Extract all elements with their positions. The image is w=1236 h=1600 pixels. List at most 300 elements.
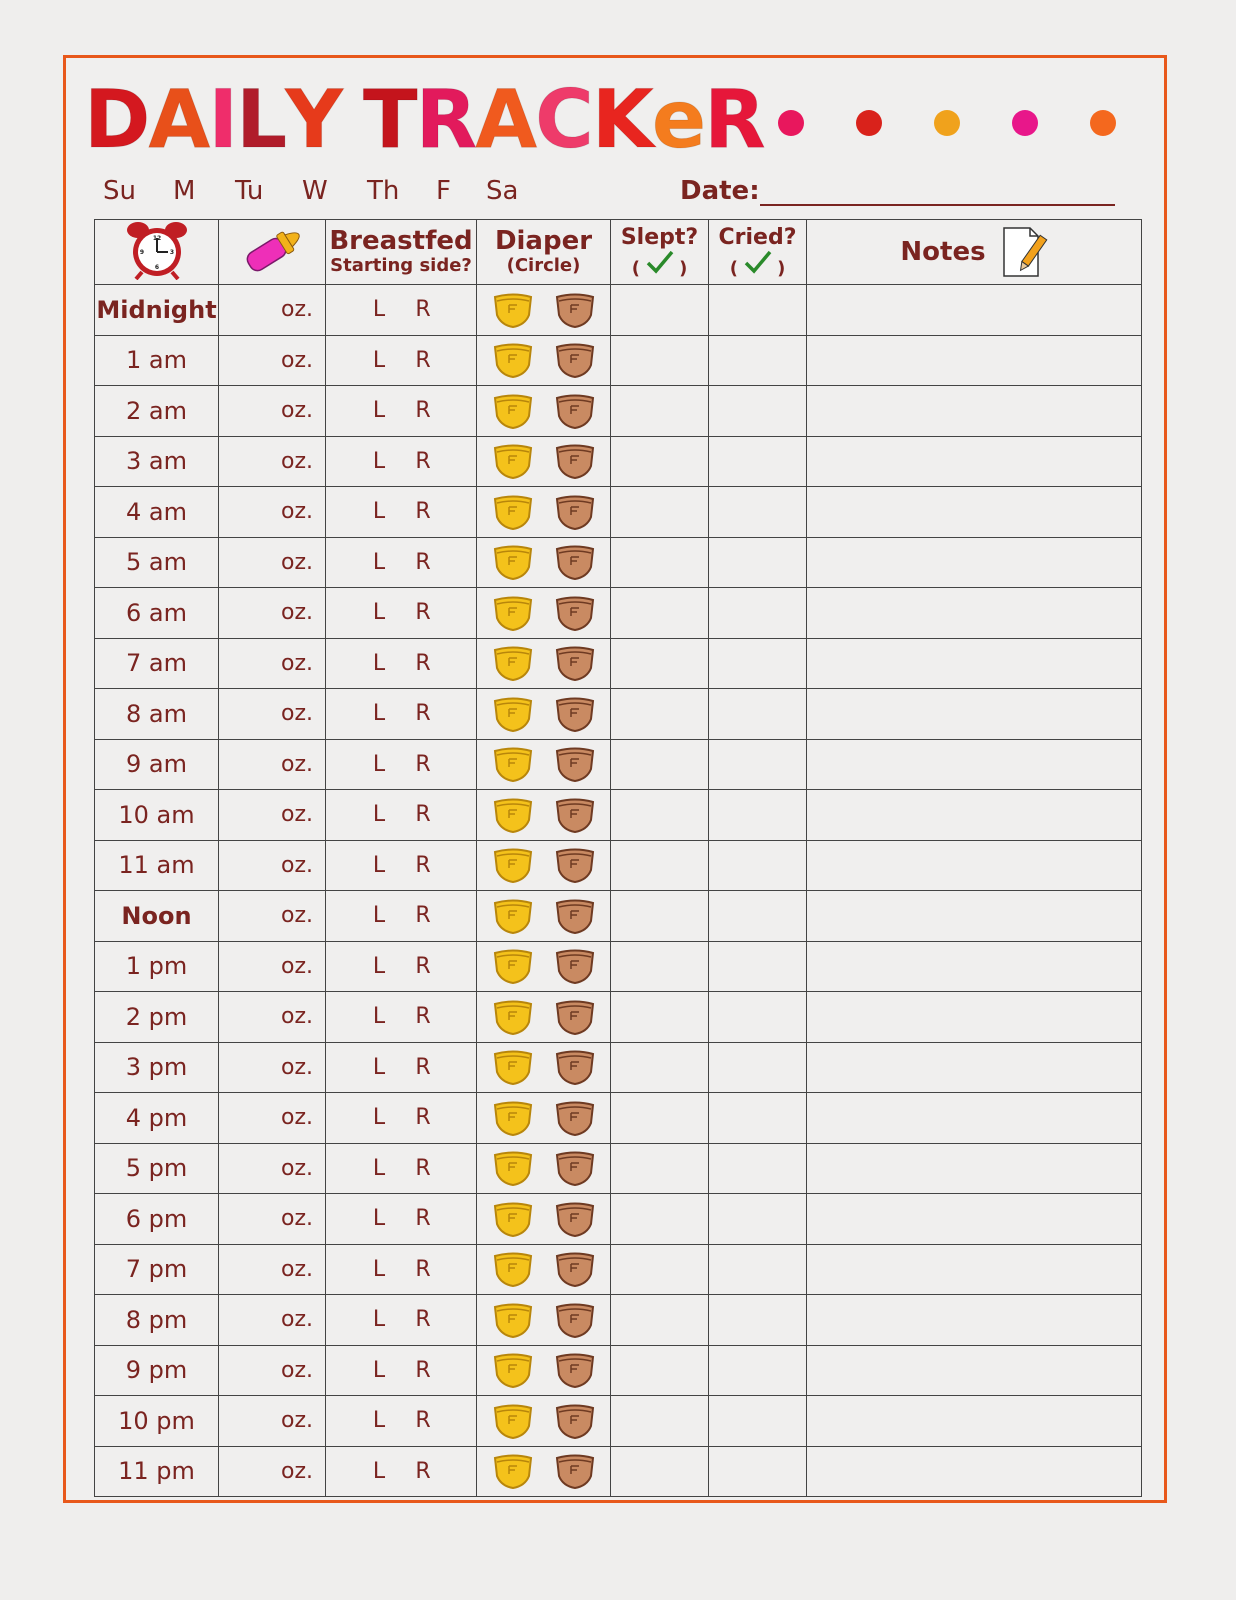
- wet-diaper-icon[interactable]: [491, 1048, 535, 1086]
- dirty-diaper-icon[interactable]: [553, 897, 597, 935]
- dirty-diaper-icon[interactable]: [553, 594, 597, 632]
- cried-cell[interactable]: [709, 335, 807, 386]
- header-row: [95, 220, 1142, 285]
- slept-cell[interactable]: [611, 992, 709, 1043]
- decorative-dot: [856, 110, 882, 136]
- slept-cell[interactable]: [611, 739, 709, 790]
- wet-diaper-icon[interactable]: [491, 1402, 535, 1440]
- breastfed-cell: [326, 1143, 477, 1194]
- cried-cell[interactable]: [709, 537, 807, 588]
- time-label: 3 pm: [125, 1053, 188, 1082]
- right-side-option[interactable]: R: [415, 1004, 431, 1030]
- oz-label: oz.: [280, 1458, 313, 1484]
- notes-cell[interactable]: [807, 537, 1142, 588]
- diaper-cell: [477, 1446, 611, 1497]
- ounces-cell[interactable]: [219, 739, 326, 790]
- ounces-cell[interactable]: [219, 941, 326, 992]
- slept-cell[interactable]: [611, 941, 709, 992]
- cried-cell[interactable]: [709, 1194, 807, 1245]
- notes-cell[interactable]: [807, 840, 1142, 891]
- notes-cell[interactable]: [807, 1093, 1142, 1144]
- left-side-option[interactable]: L: [372, 499, 386, 525]
- date-label: Date:: [680, 176, 760, 206]
- wet-diaper-icon[interactable]: [491, 897, 535, 935]
- right-side-option[interactable]: R: [415, 1054, 431, 1080]
- time-label: 9 am: [126, 750, 187, 779]
- right-side-option[interactable]: R: [415, 398, 431, 424]
- wet-diaper-icon[interactable]: [491, 291, 535, 329]
- breastfed-cell: [326, 891, 477, 942]
- decorative-dot: [1012, 110, 1038, 136]
- cried-cell[interactable]: [709, 1345, 807, 1396]
- diaper-cell: [477, 436, 611, 487]
- title-letter: Y: [285, 73, 342, 166]
- notes-cell[interactable]: [807, 941, 1142, 992]
- ounces-cell[interactable]: [219, 1042, 326, 1093]
- cried-cell[interactable]: [709, 1042, 807, 1093]
- slept-cell[interactable]: [611, 638, 709, 689]
- decorative-dot: [1090, 110, 1116, 136]
- wet-diaper-icon[interactable]: [491, 493, 535, 531]
- notes-cell[interactable]: [807, 487, 1142, 538]
- dirty-diaper-icon[interactable]: [553, 695, 597, 733]
- time-cell: [95, 386, 219, 437]
- diaper-cell: [477, 1042, 611, 1093]
- table-row: [95, 1396, 1142, 1447]
- ounces-cell[interactable]: [219, 537, 326, 588]
- left-side-option[interactable]: L: [372, 1256, 386, 1282]
- time-cell: [95, 739, 219, 790]
- diaper-cell: [477, 487, 611, 538]
- cried-cell[interactable]: [709, 992, 807, 1043]
- slept-cell[interactable]: [611, 386, 709, 437]
- notes-cell[interactable]: [807, 790, 1142, 841]
- breastfed-sublabel: Starting side?: [330, 255, 472, 276]
- weekday-tu[interactable]: Tu: [235, 176, 264, 206]
- breastfed-cell: [326, 1093, 477, 1144]
- wet-diaper-icon[interactable]: [491, 442, 535, 480]
- dirty-diaper-icon[interactable]: [553, 1452, 597, 1490]
- title-letter: K: [591, 73, 652, 166]
- weekday-m[interactable]: M: [173, 176, 196, 206]
- title-letter: e: [651, 73, 705, 166]
- right-side-option[interactable]: R: [415, 1408, 431, 1434]
- oz-label: oz.: [280, 549, 313, 575]
- cried-label: Cried?: [718, 224, 797, 250]
- time-cell: [95, 1194, 219, 1245]
- dirty-diaper-icon[interactable]: [553, 1099, 597, 1137]
- cried-cell[interactable]: [709, 638, 807, 689]
- title-letter: D: [84, 73, 149, 166]
- ounces-cell[interactable]: [219, 285, 326, 336]
- ounces-cell[interactable]: [219, 1143, 326, 1194]
- left-side-option[interactable]: L: [372, 650, 386, 676]
- wet-diaper-icon[interactable]: [491, 644, 535, 682]
- slept-cell[interactable]: [611, 1396, 709, 1447]
- right-side-option[interactable]: R: [415, 1307, 431, 1333]
- oz-label: oz.: [280, 1155, 313, 1181]
- left-side-option[interactable]: L: [372, 1054, 386, 1080]
- oz-label: oz.: [280, 600, 313, 626]
- left-side-option[interactable]: L: [372, 1105, 386, 1131]
- notes-cell[interactable]: [807, 285, 1142, 336]
- left-side-option[interactable]: L: [372, 600, 386, 626]
- right-side-option[interactable]: R: [415, 953, 431, 979]
- table-row: [95, 1143, 1142, 1194]
- svg-text:3: 3: [169, 249, 174, 256]
- dirty-diaper-icon[interactable]: [553, 1402, 597, 1440]
- left-side-option[interactable]: L: [372, 398, 386, 424]
- svg-text:6: 6: [154, 264, 159, 271]
- time-cell: [95, 992, 219, 1043]
- ounces-cell[interactable]: [219, 638, 326, 689]
- ounces-cell[interactable]: [219, 689, 326, 740]
- cried-cell[interactable]: [709, 790, 807, 841]
- cried-cell[interactable]: [709, 285, 807, 336]
- left-side-option[interactable]: L: [372, 1408, 386, 1434]
- oz-label: oz.: [280, 650, 313, 676]
- left-side-option[interactable]: L: [372, 802, 386, 828]
- wet-diaper-icon[interactable]: [491, 947, 535, 985]
- slept-cell[interactable]: [611, 436, 709, 487]
- diaper-cell: [477, 1295, 611, 1346]
- cried-cell[interactable]: [709, 487, 807, 538]
- wet-diaper-icon[interactable]: [491, 1452, 535, 1490]
- notes-column-header: [807, 220, 1142, 285]
- right-side-option[interactable]: R: [415, 751, 431, 777]
- wet-diaper-icon[interactable]: [491, 846, 535, 884]
- slept-cell[interactable]: [611, 1093, 709, 1144]
- dirty-diaper-icon[interactable]: [553, 442, 597, 480]
- time-cell: [95, 1244, 219, 1295]
- ounces-cell[interactable]: [219, 1194, 326, 1245]
- notes-label: Notes: [900, 237, 986, 267]
- cried-cell[interactable]: [709, 386, 807, 437]
- time-label: 5 am: [126, 548, 187, 577]
- wet-diaper-icon[interactable]: [491, 594, 535, 632]
- ounces-cell[interactable]: [219, 1345, 326, 1396]
- notes-cell[interactable]: [807, 335, 1142, 386]
- dirty-diaper-icon[interactable]: [553, 543, 597, 581]
- right-side-option[interactable]: R: [415, 1458, 431, 1484]
- table-row: [95, 537, 1142, 588]
- ounces-cell[interactable]: [219, 1446, 326, 1497]
- ounces-cell[interactable]: [219, 588, 326, 639]
- title-letter: R: [415, 73, 476, 166]
- ounces-cell[interactable]: [219, 1244, 326, 1295]
- wet-diaper-icon[interactable]: [491, 1149, 535, 1187]
- right-side-option[interactable]: R: [415, 1105, 431, 1131]
- time-cell: [95, 436, 219, 487]
- title-letter: L: [236, 73, 286, 166]
- notes-cell[interactable]: [807, 1295, 1142, 1346]
- time-label: 1 pm: [125, 952, 188, 981]
- cried-column-header: [709, 220, 807, 285]
- left-side-option[interactable]: L: [372, 1357, 386, 1383]
- table-row: [95, 436, 1142, 487]
- right-side-option[interactable]: R: [415, 347, 431, 373]
- ounces-cell[interactable]: [219, 386, 326, 437]
- dirty-diaper-icon[interactable]: [553, 341, 597, 379]
- oz-label: oz.: [280, 1004, 313, 1030]
- dirty-diaper-icon[interactable]: [553, 1250, 597, 1288]
- table-row: [95, 1244, 1142, 1295]
- left-side-option[interactable]: L: [372, 1206, 386, 1232]
- paren-close: ): [777, 257, 786, 279]
- cried-cell[interactable]: [709, 689, 807, 740]
- left-side-option[interactable]: L: [372, 903, 386, 929]
- wet-diaper-icon[interactable]: [491, 543, 535, 581]
- title-letter: A: [475, 73, 536, 166]
- cried-cell[interactable]: [709, 1244, 807, 1295]
- breastfed-cell: [326, 739, 477, 790]
- left-side-option[interactable]: L: [372, 751, 386, 777]
- dirty-diaper-icon[interactable]: [553, 1301, 597, 1339]
- title-letter: C: [535, 73, 592, 166]
- wet-diaper-icon[interactable]: [491, 695, 535, 733]
- time-label: 4 pm: [125, 1103, 188, 1132]
- right-side-option[interactable]: R: [415, 903, 431, 929]
- table-row: [95, 335, 1142, 386]
- notes-cell[interactable]: [807, 891, 1142, 942]
- time-cell: [95, 891, 219, 942]
- time-cell: [95, 335, 219, 386]
- table-row: [95, 285, 1142, 336]
- notes-cell[interactable]: [807, 1396, 1142, 1447]
- right-side-option[interactable]: R: [415, 701, 431, 727]
- date-field[interactable]: [760, 204, 1115, 206]
- slept-cell[interactable]: [611, 689, 709, 740]
- notes-cell[interactable]: [807, 436, 1142, 487]
- notes-cell[interactable]: [807, 638, 1142, 689]
- title-letter: T: [363, 73, 416, 166]
- ounces-cell[interactable]: [219, 790, 326, 841]
- cried-cell[interactable]: [709, 941, 807, 992]
- weekday-su[interactable]: Su: [103, 176, 136, 206]
- right-side-option[interactable]: R: [415, 1357, 431, 1383]
- breastfed-cell: [326, 487, 477, 538]
- right-side-option[interactable]: R: [415, 1256, 431, 1282]
- slept-cell[interactable]: [611, 537, 709, 588]
- weekday-sa[interactable]: Sa: [486, 176, 519, 206]
- breastfed-cell: [326, 1446, 477, 1497]
- slept-cell[interactable]: [611, 487, 709, 538]
- bottle-column-header: [219, 220, 326, 285]
- time-label: 6 am: [126, 598, 187, 627]
- right-side-option[interactable]: R: [415, 852, 431, 878]
- notes-cell[interactable]: [807, 588, 1142, 639]
- left-side-option[interactable]: L: [372, 1458, 386, 1484]
- slept-cell[interactable]: [611, 1143, 709, 1194]
- right-side-option[interactable]: R: [415, 499, 431, 525]
- slept-cell[interactable]: [611, 335, 709, 386]
- cried-cell[interactable]: [709, 1143, 807, 1194]
- dirty-diaper-icon[interactable]: [553, 998, 597, 1036]
- diaper-cell: [477, 638, 611, 689]
- right-side-option[interactable]: R: [415, 549, 431, 575]
- weekday-th[interactable]: Th: [367, 176, 400, 206]
- table-row: [95, 1194, 1142, 1245]
- slept-cell[interactable]: [611, 840, 709, 891]
- right-side-option[interactable]: R: [415, 802, 431, 828]
- cried-cell[interactable]: [709, 840, 807, 891]
- dirty-diaper-icon[interactable]: [553, 493, 597, 531]
- wet-diaper-icon[interactable]: [491, 745, 535, 783]
- left-side-option[interactable]: L: [372, 448, 386, 474]
- left-side-option[interactable]: L: [372, 549, 386, 575]
- breastfed-cell: [326, 588, 477, 639]
- diaper-cell: [477, 1143, 611, 1194]
- slept-cell[interactable]: [611, 891, 709, 942]
- ounces-cell[interactable]: [219, 335, 326, 386]
- slept-cell[interactable]: [611, 1244, 709, 1295]
- left-side-option[interactable]: L: [372, 701, 386, 727]
- cried-cell[interactable]: [709, 1396, 807, 1447]
- title-letter: A: [148, 73, 209, 166]
- time-label: 9 pm: [125, 1356, 188, 1385]
- wet-diaper-icon[interactable]: [491, 1200, 535, 1238]
- diaper-cell: [477, 1396, 611, 1447]
- dirty-diaper-icon[interactable]: [553, 796, 597, 834]
- right-side-option[interactable]: R: [415, 1206, 431, 1232]
- dirty-diaper-icon[interactable]: [553, 291, 597, 329]
- right-side-option[interactable]: R: [415, 600, 431, 626]
- dirty-diaper-icon[interactable]: [553, 745, 597, 783]
- time-cell: [95, 1042, 219, 1093]
- time-cell: [95, 941, 219, 992]
- paren-open: (: [729, 257, 738, 279]
- ounces-cell[interactable]: [219, 891, 326, 942]
- tracker-table: [94, 219, 1142, 1497]
- wet-diaper-icon[interactable]: [491, 1099, 535, 1137]
- left-side-option[interactable]: L: [372, 852, 386, 878]
- oz-label: oz.: [280, 1408, 313, 1434]
- ounces-cell[interactable]: [219, 840, 326, 891]
- right-side-option[interactable]: R: [415, 297, 431, 323]
- notes-cell[interactable]: [807, 1244, 1142, 1295]
- notes-cell[interactable]: [807, 1042, 1142, 1093]
- dirty-diaper-icon[interactable]: [553, 392, 597, 430]
- wet-diaper-icon[interactable]: [491, 998, 535, 1036]
- time-cell: [95, 1143, 219, 1194]
- time-label: 7 am: [126, 649, 187, 678]
- wet-diaper-icon[interactable]: [491, 796, 535, 834]
- cried-cell[interactable]: [709, 1446, 807, 1497]
- slept-cell[interactable]: [611, 1042, 709, 1093]
- dirty-diaper-icon[interactable]: [553, 644, 597, 682]
- svg-text:9: 9: [139, 249, 144, 256]
- wet-diaper-icon[interactable]: [491, 1301, 535, 1339]
- cried-cell[interactable]: [709, 588, 807, 639]
- slept-cell[interactable]: [611, 1446, 709, 1497]
- notes-cell[interactable]: [807, 386, 1142, 437]
- dirty-diaper-icon[interactable]: [553, 1048, 597, 1086]
- notes-cell[interactable]: [807, 739, 1142, 790]
- dirty-diaper-icon[interactable]: [553, 1149, 597, 1187]
- breastfed-cell: [326, 638, 477, 689]
- notes-cell[interactable]: [807, 1194, 1142, 1245]
- ounces-cell[interactable]: [219, 1396, 326, 1447]
- paren-open: (: [631, 257, 640, 279]
- wet-diaper-icon[interactable]: [491, 392, 535, 430]
- cried-cell[interactable]: [709, 891, 807, 942]
- time-label: 5 pm: [125, 1154, 188, 1183]
- ounces-cell[interactable]: [219, 992, 326, 1043]
- cried-cell[interactable]: [709, 739, 807, 790]
- weekday-w[interactable]: W: [302, 176, 328, 206]
- ounces-cell[interactable]: [219, 1295, 326, 1346]
- oz-label: oz.: [280, 953, 313, 979]
- slept-cell[interactable]: [611, 588, 709, 639]
- right-side-option[interactable]: R: [415, 650, 431, 676]
- notes-cell[interactable]: [807, 689, 1142, 740]
- left-side-option[interactable]: L: [372, 1155, 386, 1181]
- left-side-option[interactable]: L: [372, 297, 386, 323]
- weekday-f[interactable]: F: [436, 176, 451, 206]
- time-label: 8 pm: [125, 1305, 188, 1334]
- notes-cell[interactable]: [807, 1143, 1142, 1194]
- alarm-clock-icon: [124, 220, 190, 280]
- time-label: Noon: [121, 901, 192, 930]
- breastfed-cell: [326, 1345, 477, 1396]
- slept-cell[interactable]: [611, 1345, 709, 1396]
- breastfed-cell: [326, 436, 477, 487]
- slept-cell[interactable]: [611, 285, 709, 336]
- svg-text:12: 12: [152, 235, 161, 242]
- left-side-option[interactable]: L: [372, 1004, 386, 1030]
- wet-diaper-icon[interactable]: [491, 1351, 535, 1389]
- wet-diaper-icon[interactable]: [491, 341, 535, 379]
- dirty-diaper-icon[interactable]: [553, 1200, 597, 1238]
- ounces-cell[interactable]: [219, 1093, 326, 1144]
- oz-label: oz.: [280, 1206, 313, 1232]
- ounces-cell[interactable]: [219, 487, 326, 538]
- cried-cell[interactable]: [709, 1295, 807, 1346]
- right-side-option[interactable]: R: [415, 448, 431, 474]
- cried-cell[interactable]: [709, 1093, 807, 1144]
- notes-cell[interactable]: [807, 992, 1142, 1043]
- cried-cell[interactable]: [709, 436, 807, 487]
- left-side-option[interactable]: L: [372, 1307, 386, 1333]
- diaper-cell: [477, 891, 611, 942]
- left-side-option[interactable]: L: [372, 347, 386, 373]
- breastfed-cell: [326, 285, 477, 336]
- table-row: [95, 891, 1142, 942]
- right-side-option[interactable]: R: [415, 1155, 431, 1181]
- table-row: [95, 386, 1142, 437]
- slept-cell[interactable]: [611, 790, 709, 841]
- notes-cell[interactable]: [807, 1446, 1142, 1497]
- slept-cell[interactable]: [611, 1295, 709, 1346]
- left-side-option[interactable]: L: [372, 953, 386, 979]
- table-row: [95, 689, 1142, 740]
- diaper-cell: [477, 1194, 611, 1245]
- oz-label: oz.: [280, 499, 313, 525]
- diaper-cell: [477, 739, 611, 790]
- time-label: Midnight: [96, 295, 217, 324]
- ounces-cell[interactable]: [219, 436, 326, 487]
- time-cell: [95, 638, 219, 689]
- notes-cell[interactable]: [807, 1345, 1142, 1396]
- title-letter: R: [704, 73, 764, 166]
- wet-diaper-icon[interactable]: [491, 1250, 535, 1288]
- dirty-diaper-icon[interactable]: [553, 846, 597, 884]
- slept-cell[interactable]: [611, 1194, 709, 1245]
- dirty-diaper-icon[interactable]: [553, 1351, 597, 1389]
- dirty-diaper-icon[interactable]: [553, 947, 597, 985]
- breastfed-cell: [326, 790, 477, 841]
- diaper-cell: [477, 386, 611, 437]
